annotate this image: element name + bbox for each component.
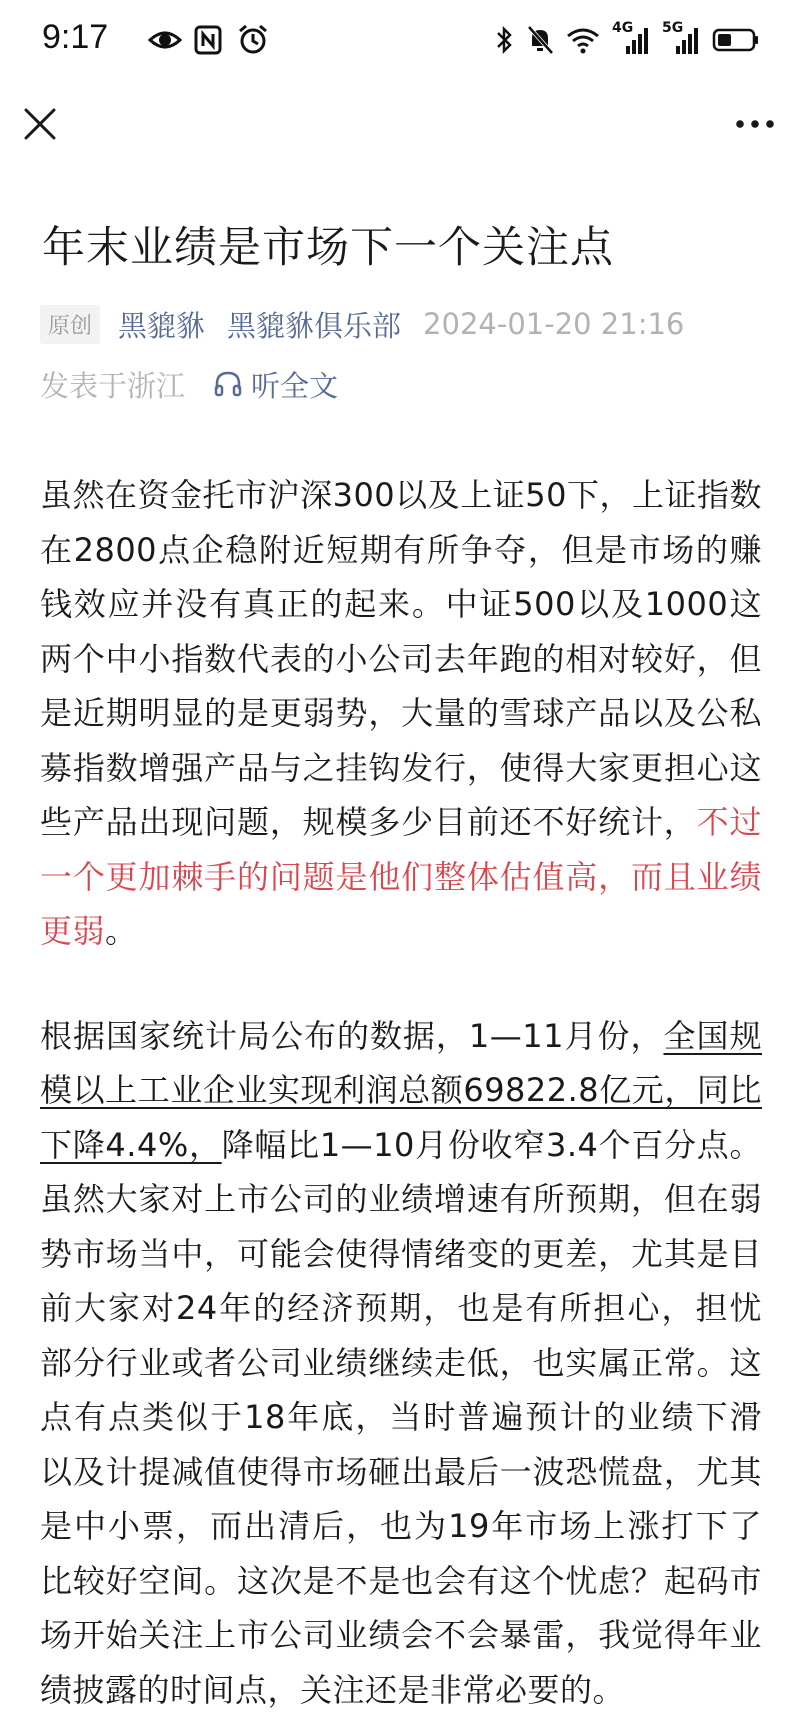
status-time: 9:17 [42,18,109,56]
article-header [0,90,800,160]
headphones-icon [213,369,243,399]
status-bar [0,0,800,80]
close-icon[interactable] [20,104,60,144]
article-title: 年末业绩是市场下一个关注点 [42,223,614,273]
paragraph-1-highlight: 不过一个更加棘手的问题是他们整体估值高，而且业绩更弱 [40,803,762,950]
publish-date: 2024-01-20 21:16 [423,307,685,341]
paragraph-2 [40,1009,762,1718]
signal-5g-icon [662,20,700,56]
eye-icon [148,24,182,56]
mute-icon [526,24,554,56]
bluetooth-icon [494,24,514,56]
paragraph-2-start: 根据国家统计局公布的数据，1—11月份， [40,1016,664,1055]
paragraph-2-rest: 降幅比1—10月份收窄3.4个百分点。虽然大家对上市公司的业绩增速有所预期，但在弱势市场当中，可能会使得情绪变的更差，尤其是目前大家对24年的经济预期，也是有所担心，担忧部分行业或者公司业绩继续走低，也实属正常。这点有点类似于18年底，当时普遍预计的业绩下滑以及计提减值使得市场砸出最后一波恐慌盘，尤其是中小票，而出清后，也为19年市场上涨打下了比较好空间。这次是不是也会有这个忧虑？起码市场开始关注上市公司业绩会不会暴雷，我觉得年业绩披露的时间点，关注还是非常必要的。 [40,1125,762,1709]
signal-4g-label: 4G [612,20,634,36]
original-badge: 原创 [40,305,100,344]
more-icon[interactable] [730,104,780,144]
article-body [40,468,762,1717]
paragraph-1-end: 。 [105,912,138,950]
nfc-icon [192,24,226,56]
paragraph-1-text: 虽然在资金托市沪深300以及上证50下，上证指数在2800点企稳附近短期有所争夺，但是市场的赚钱效应并没有真正的起来。中证500以及1000这两个中小指数代表的小公司去年跑的相对较好，但是近期明显的是更弱势，大量的雪球产品以及公私募指数增强产品与之挂钩发行，使得大家更担心这些产品出现问题，规模多少目前还不好统计， [40,476,762,841]
article-meta-secondary [40,363,338,405]
publish-location: 发表于浙江 [40,368,186,403]
account-link[interactable]: 黑貔貅俱乐部 [227,308,402,343]
listen-label: 听全文 [251,368,339,403]
author-link[interactable]: 黑貔貅 [118,308,206,343]
wifi-icon [566,24,600,56]
signal-5g-label: 5G [662,20,684,36]
alarm-icon [236,24,270,56]
article-meta [40,303,684,345]
paragraph-2-underline: 全国规模以上工业企业实现利润总额69822.8亿元，同比下降4.4%， [40,1016,762,1164]
battery-icon [712,24,760,56]
signal-4g-icon [612,20,650,56]
listen-button[interactable] [213,364,338,405]
paragraph-1 [40,468,762,959]
